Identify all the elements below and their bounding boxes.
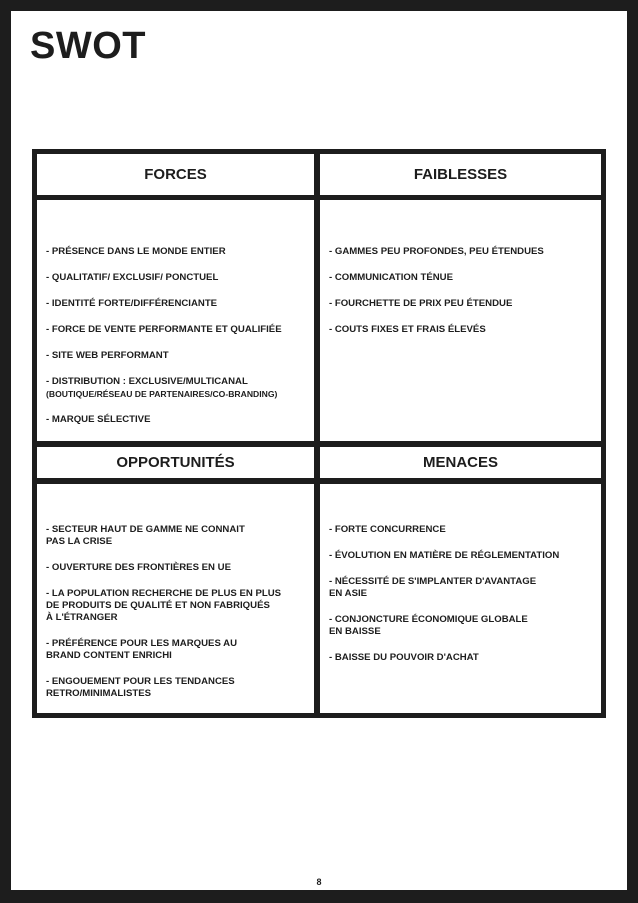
page-number: 8 bbox=[316, 877, 322, 887]
faiblesses-item: - FOURCHETTE DE PRIX PEU ÉTENDUE bbox=[329, 298, 513, 309]
forces-item: - MARQUE SÉLECTIVE bbox=[46, 414, 151, 425]
forces-item: - SITE WEB PERFORMANT bbox=[46, 350, 169, 361]
menaces-item: - NÉCESSITÉ DE S'IMPLANTER D'AVANTAGE EN ASIE bbox=[329, 576, 537, 599]
forces-item-detail: (BOUTIQUE/RÉSEAU DE PARTENAIRES/CO-BRANDING) bbox=[46, 389, 278, 399]
menaces-heading: MENACES bbox=[320, 447, 601, 478]
faiblesses-section bbox=[320, 200, 601, 441]
opportunites-item: - SECTEUR HAUT DE GAMME NE CONNAIT PAS LA CRISE bbox=[46, 524, 245, 547]
opportunites-item: - LA POPULATION RECHERCHE DE PLUS EN PLUS DE PRODUITS DE QUALITÉ ET NON FABRIQUÉS À L'ÉTRANGER bbox=[46, 588, 282, 623]
forces-section bbox=[37, 200, 314, 441]
swot-grid bbox=[32, 149, 606, 718]
menaces-item: - BAISSE DU POUVOIR D'ACHAT bbox=[329, 652, 479, 663]
opportunites-section bbox=[37, 484, 314, 713]
menaces-section bbox=[320, 484, 601, 713]
forces-item: - FORCE DE VENTE PERFORMANTE ET QUALIFIÉE bbox=[46, 324, 282, 335]
faiblesses-item: - COUTS FIXES ET FRAIS ÉLEVÉS bbox=[329, 324, 486, 335]
faiblesses-heading: FAIBLESSES bbox=[320, 154, 601, 195]
forces-item: - QUALITATIF/ EXCLUSIF/ PONCTUEL bbox=[46, 272, 219, 283]
menaces-item: - ÉVOLUTION EN MATIÈRE DE RÉGLEMENTATION bbox=[329, 550, 560, 561]
forces-item: - PRÉSENCE DANS LE MONDE ENTIER bbox=[46, 246, 226, 257]
page-title: SWOT bbox=[30, 25, 146, 67]
opportunites-item: - PRÉFÉRENCE POUR LES MARQUES AU BRAND CONTENT ENRICHI bbox=[46, 638, 238, 661]
forces-item: - IDENTITÉ FORTE/DIFFÉRENCIANTE bbox=[46, 298, 218, 309]
menaces-item: - CONJONCTURE ÉCONOMIQUE GLOBALE EN BAISSE bbox=[329, 614, 528, 637]
menaces-item: - FORTE CONCURRENCE bbox=[329, 524, 446, 535]
opportunites-item: - OUVERTURE DES FRONTIÈRES EN UE bbox=[46, 562, 231, 573]
opportunites-heading: OPPORTUNITÉS bbox=[37, 447, 314, 478]
faiblesses-item: - GAMMES PEU PROFONDES, PEU ÉTENDUES bbox=[329, 246, 544, 257]
document-page bbox=[11, 11, 627, 890]
faiblesses-item: - COMMUNICATION TÉNUE bbox=[329, 272, 453, 283]
forces-item: - DISTRIBUTION : EXCLUSIVE/MULTICANAL bbox=[46, 376, 248, 387]
forces-heading: FORCES bbox=[37, 154, 314, 195]
opportunites-item: - ENGOUEMENT POUR LES TENDANCES RETRO/MINIMALISTES bbox=[46, 676, 235, 699]
